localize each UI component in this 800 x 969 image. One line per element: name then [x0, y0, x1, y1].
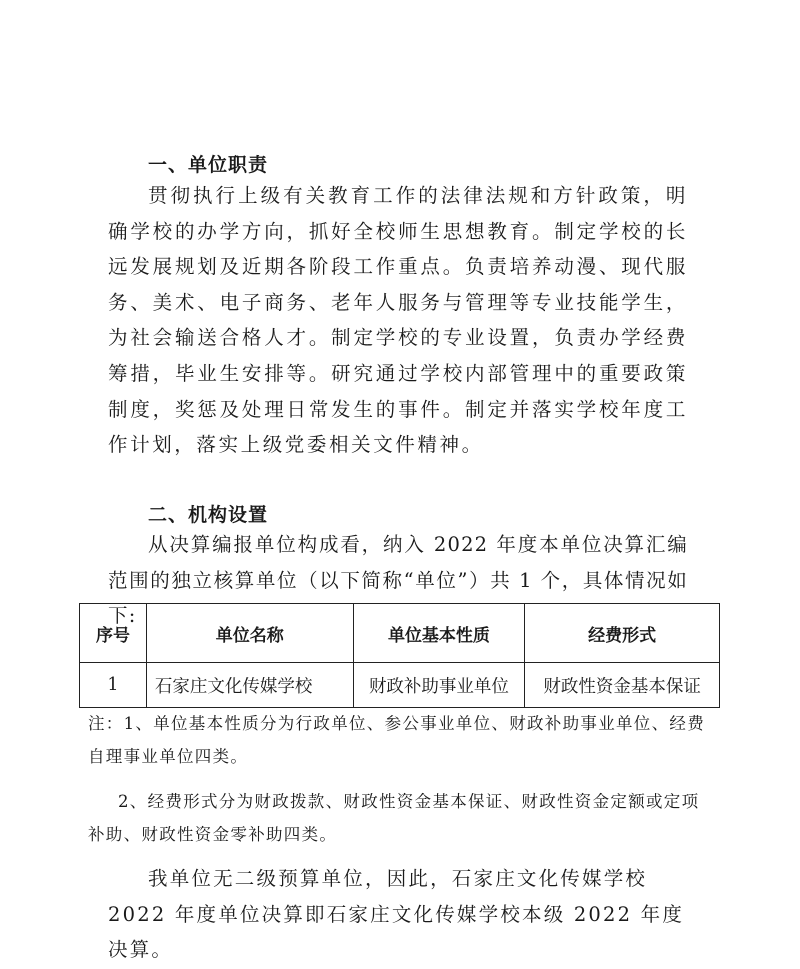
header-unit-name: 单位名称: [146, 604, 353, 663]
unit-table: [79, 603, 720, 708]
note-funding-form: 2、经费形式分为财政拨款、财政性资金基本保证、财政性资金定额或定项补助、财政性资金零补助四类。: [88, 792, 700, 844]
section-heading-duties: 一、单位职责: [148, 154, 269, 176]
header-index: 序号: [80, 604, 147, 663]
header-funding-form: 经费形式: [525, 604, 720, 663]
cell-unit-nature: 财政补助事业单位: [353, 663, 525, 708]
organization-paragraph: 从决算编报单位构成看，纳入 2022 年度本单位决算汇编范围的独立核算单位（以下简称“单位”）共 1 个，具体情况如下:: [108, 533, 688, 628]
duties-paragraph: 贯彻执行上级有关教育工作的法律法规和方针政策，明确学校的办学方向，抓好全校师生思想教育。制定学校的长远发展规划及近期各阶段工作重点。负责培养动漫、现代服务、美术、电子商务、老年人服务与管理等专业技能学生，为社会输送合格人才。制定学校的专业设置，负责办学经费筹措，毕业生安排等。研究通过学校内部管理中的重要政策制度，奖惩及处理日常发生的事件。制定并落实学校年度工作计划，落实上级党委相关文件精神。: [108, 184, 688, 457]
section-heading-organization: 二、机构设置: [148, 504, 269, 526]
header-unit-nature: 单位基本性质: [353, 604, 525, 663]
table-header-row: [80, 604, 720, 663]
cell-unit-name: 石家庄文化传媒学校: [146, 663, 353, 708]
table-row: [80, 663, 720, 708]
cell-funding-form: 财政性资金基本保证: [525, 663, 720, 708]
cell-index: 1: [80, 663, 147, 708]
closing-paragraph: 我单位无二级预算单位，因此，石家庄文化传媒学校 2022 年度单位决算即石家庄文化传媒学校本级 2022 年度决算。: [108, 867, 685, 962]
note-unit-nature: 注：1、单位基本性质分为行政单位、参公事业单位、财政补助事业单位、经费自理事业单位四类。: [88, 714, 705, 766]
